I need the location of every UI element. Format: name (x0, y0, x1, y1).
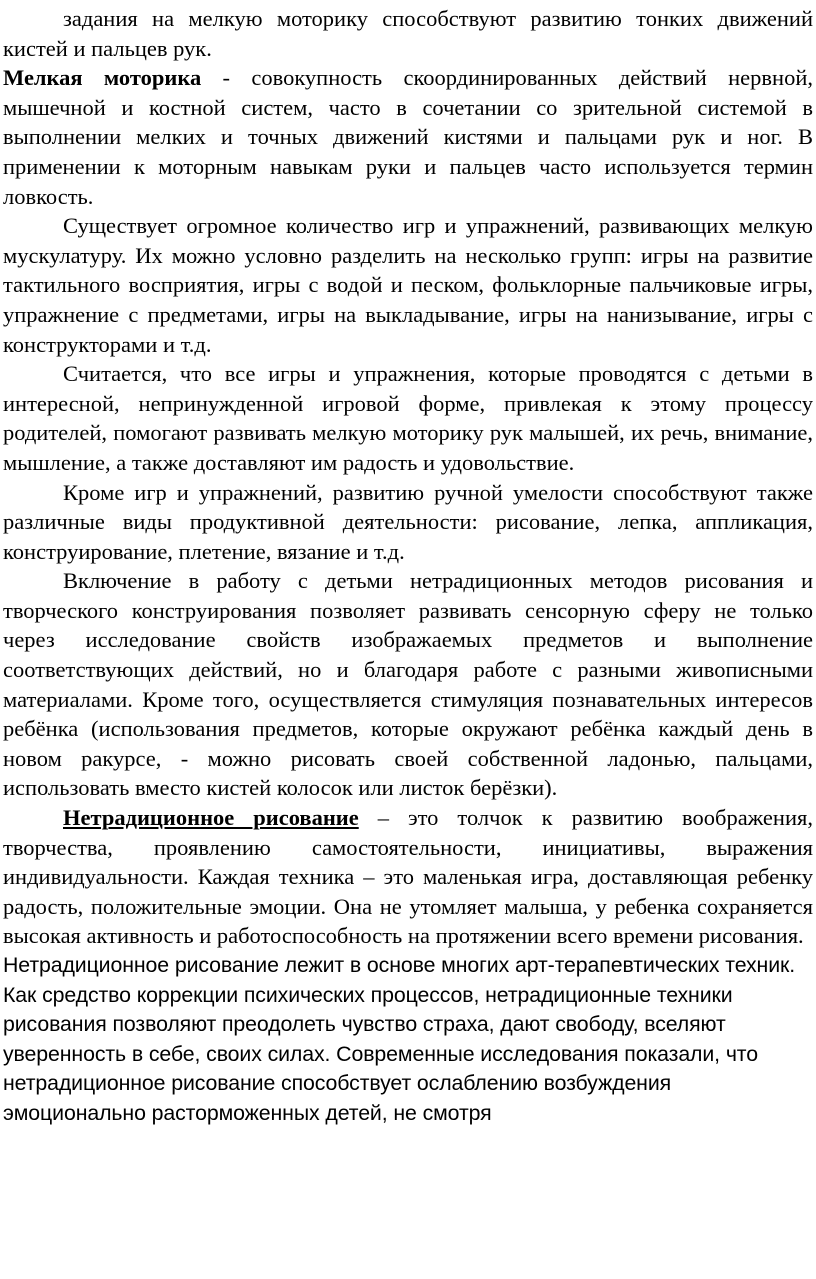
term-fine-motor: Мелкая моторика (3, 65, 202, 91)
paragraph-text: – это толчок к развитию воображения, творчества, проявлению самостоятельности, инициативы, выражения индивидуальности. Каждая техника – это маленькая игра, доставляющая ребенку радость, положительные эмоции. Она не утомляет малыша, у ребенка сохраняется высокая активность и работоспособность на протяжении всего времени рисования. (3, 805, 813, 949)
paragraph-text: Включение в работу с детьми нетрадиционных методов рисования и творческого конструирования позволяет развивать сенсорную сферу не только через исследование свойств изображаемых предметов и выполнение соответствующих действий, но и благодаря работе с разными живописными материалами. Кроме того, осуществляется стимуляция познавательных интересов ребёнка (использования предметов, которые окружают ребёнка каждый день в новом ракурсе, - можно рисовать своей собственной ладонью, пальцами, использовать вместо кистей колосок или листок берёзки). (3, 568, 813, 801)
paragraph-fine-motor-tasks (3, 4, 813, 63)
paragraph-fine-motor-definition (3, 63, 813, 211)
paragraph-games-groups (3, 211, 813, 359)
paragraph-text: Кроме игр и упражнений, развитию ручной умелости способствуют также различные виды продуктивной деятельности: рисование, лепка, аппликация, конструирование, плетение, вязание и т.д. (3, 479, 813, 564)
paragraph-text: Нетрадиционное рисование лежит в основе многих арт-терапевтических техник. Как средство коррекции психических процессов, нетрадиционные техники рисования позволяют преодолеть чувство страха, дают свободу, вселяют уверенность в себе, своих силах. Современные исследования показали, что нетрадиционное рисование способствует ослаблению возбуждения эмоционально расторможенных детей, не смотря (3, 953, 796, 1125)
paragraph-text: Существует огромное количество игр и упражнений, развивающих мелкую мускулатуру. Их можно условно разделить на несколько групп: игры на развитие тактильного восприятия, игры с водой и песком, фольклорные пальчиковые игры, упражнение с предметами, игры на выкладывание, игры на нанизывание, игры с конструкторами и т.д. (3, 213, 813, 357)
paragraph-games-benefits (3, 359, 813, 477)
term-nontraditional-drawing: Нетрадиционное рисование (63, 805, 359, 831)
paragraph-art-therapy (3, 951, 813, 1129)
paragraph-nontraditional-methods (3, 566, 813, 803)
paragraph-text: задания на мелкую моторику способствуют развитию тонких движений кистей и пальцев рук. (3, 6, 813, 61)
paragraph-productive-activities (3, 478, 813, 567)
document-page (3, 4, 813, 1129)
paragraph-nontraditional-drawing (3, 803, 813, 951)
paragraph-text: Считается, что все игры и упражнения, которые проводятся с детьми в интересной, непринужденной игровой форме, привлекая к этому процессу родителей, помогают развивать мелкую моторику рук малышей, их речь, внимание, мышление, а также доставляют им радость и удовольствие. (3, 361, 813, 475)
paragraph-text: - совокупность скоординированных действий нервной, мышечной и костной систем, часто в сочетании со зрительной системой в выполнении мелких и точных движений кистями и пальцами рук и ног. В применении к моторным навыкам руки и пальцев часто используется термин ловкость. (3, 65, 813, 209)
